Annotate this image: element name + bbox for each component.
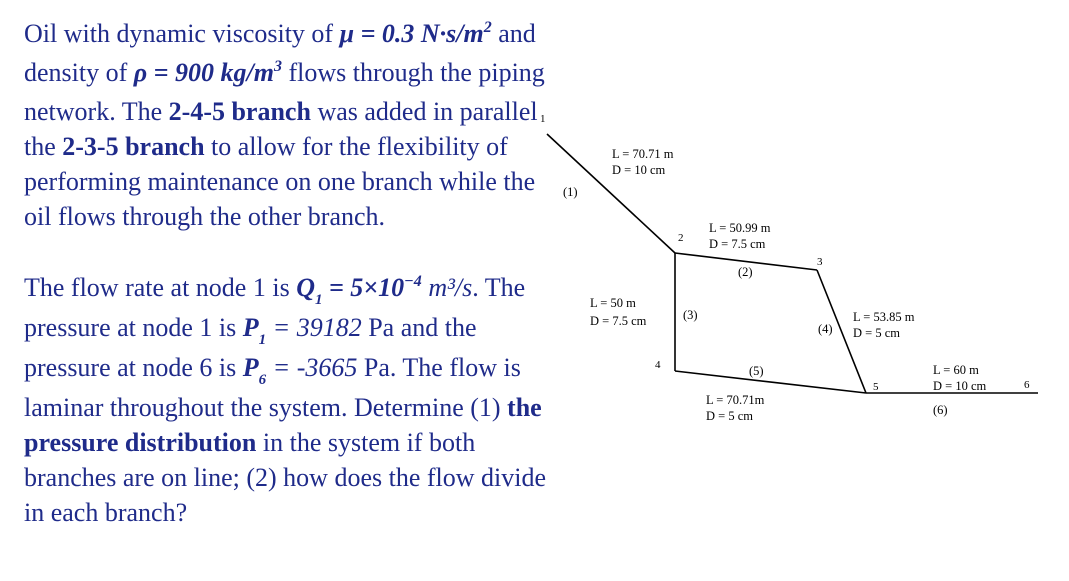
pipe-5 [675, 371, 866, 393]
flow-symbol: Q [296, 273, 315, 302]
text-run: Pa. The flow is laminar throughout the system. Determine (1) [24, 353, 521, 422]
pipe-4-diameter: D = 5 cm [853, 326, 900, 340]
text-run: flows through the piping network. The [24, 58, 545, 126]
node-1: 1 [540, 113, 546, 125]
node-5: 5 [873, 381, 879, 393]
pipe-6-diameter: D = 10 cm [933, 379, 987, 393]
text-run: in the system if both branches are on line; (2) how does the flow divide in each branch? [24, 428, 547, 527]
node-3: 3 [817, 256, 823, 268]
pipe-5-length: L = 70.71m [706, 393, 765, 407]
pressure6-value: = -3665 [266, 353, 358, 382]
pipe-3-length: L = 50 m [590, 296, 636, 310]
pressure-distribution-phrase: the pressure distribution [24, 393, 542, 457]
node-6: 6 [1024, 379, 1030, 391]
text-run: The pressure at node 1 is [24, 273, 526, 342]
pipe-2-length: L = 50.99 m [709, 221, 771, 235]
pipe-1-id: (1) [563, 185, 578, 199]
pipe-2-diameter: D = 7.5 cm [709, 237, 766, 251]
text-run: Oil with dynamic viscosity of [24, 19, 340, 48]
text-run: and density of [24, 19, 536, 87]
text-run: to allow for the flexibility of performing maintenance on one branch while the oil flows through the other branch. [24, 132, 536, 231]
text-run: . [472, 273, 479, 302]
mu-symbol: μ [339, 19, 355, 48]
node-2: 2 [678, 232, 684, 244]
pipe-1-diameter: D = 10 cm [612, 163, 666, 177]
flow-value: = 5×10 [322, 273, 405, 302]
pipe-6-length: L = 60 m [933, 363, 979, 377]
pipe-5-id: (5) [749, 364, 764, 378]
branch-2-4-5: 2-4-5 branch [168, 97, 311, 126]
flow-subscript: 1 [314, 292, 323, 308]
viscosity-value: = 0.3 N·s/m [354, 19, 484, 48]
text-run: Pa and the pressure at node 6 is [24, 313, 477, 382]
pipe-1-length: L = 70.71 m [612, 147, 674, 161]
pipe-4-id: (4) [818, 322, 833, 336]
rho-symbol: ρ [133, 58, 148, 87]
pressure6-subscript: 6 [258, 372, 267, 388]
density-value: = 900 kg/m [147, 58, 274, 87]
pipe-3-diameter: D = 7.5 cm [590, 314, 647, 328]
flow-exponent: −4 [404, 273, 422, 290]
pipe-5-diameter: D = 5 cm [706, 409, 753, 423]
density-exponent: 3 [273, 58, 282, 75]
branch-2-3-5: 2-3-5 branch [62, 132, 205, 161]
text-run: The flow rate at node 1 is [24, 273, 297, 302]
pipe-2-id: (2) [738, 265, 753, 279]
text-run: was added in parallel the [24, 97, 538, 161]
pressure-subscript: 1 [258, 332, 267, 348]
viscosity-exponent: 2 [483, 19, 492, 36]
node-4: 4 [655, 359, 661, 371]
pressure6-symbol: P [242, 353, 259, 382]
pressure-value: = 39182 [266, 313, 362, 342]
pressure-symbol: P [242, 313, 259, 342]
flow-unit: m³/s [421, 273, 473, 302]
pipe-6-id: (6) [933, 403, 948, 417]
pipe-4-length: L = 53.85 m [853, 310, 915, 324]
pipe-3-id: (3) [683, 308, 698, 322]
